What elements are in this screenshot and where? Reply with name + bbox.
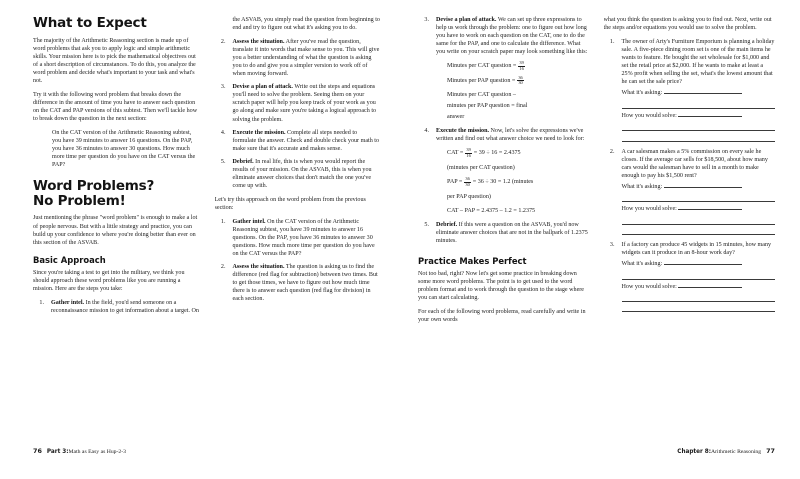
footer-page-number: 77 (766, 447, 775, 455)
left-page-columns (33, 16, 382, 437)
column-4 (604, 16, 776, 437)
equation-prefix: PAP = (447, 179, 464, 186)
equation-pap-note: per PAP question) (447, 193, 491, 200)
equation-minutes-per-cat (447, 61, 590, 71)
list-mission-steps (33, 299, 201, 315)
step-text: The question is asking us to find the difference (red flag for subtraction) between two times. But to get those times, we have to figure out how much time there is to answer each question (red flag for division) in each section. (232, 264, 378, 303)
column-1 (33, 16, 201, 437)
right-page-footer (677, 447, 775, 455)
footer-part-title: Math as Easy as Hup-2-3 (68, 449, 126, 455)
answer-blank-inline[interactable] (664, 183, 742, 188)
paragraph-continuation-asvab: the ASVAB, you simply read the question from beginning to end and try to figure out what it's asking you to do. (232, 17, 380, 32)
paragraph-try-it-word-problem: Try it with the following word problem that breaks down the difference in the amount of time you have to answer each question on the CAT and PAP versions of this subtest. Then we'll tackle how to break down the question in the next section: (33, 91, 198, 123)
heading-line-2: No Problem! (33, 192, 126, 209)
prompt-label: How you would solve: (621, 112, 677, 119)
question-text: A car salesman makes a 5% commission on every sale he closes. If the average car sells for $18,500, about how many cars would the salesman have to sell in a month to make enough to pay his $1,500 rent? (621, 148, 768, 179)
step-lead: Devise a plan of attack. (232, 84, 293, 91)
answer-blank-row[interactable] (622, 303, 776, 312)
paragraph-continuation-what-you-think: what you think the question is asking you to find out. Next, write out the steps and/or equations you would use to solve the problem. (603, 17, 772, 32)
list-item (226, 129, 383, 153)
prompt-how-you-would-solve (622, 283, 776, 291)
step-text: We can set up three expressions to help us work through the problem: one to figure out how long you have to work on each question on the CAT, one to do the same for the PAP, and one to calculate the difference. What you write on your scratch paper may look something like this: (436, 17, 588, 56)
step-text: Now, let's solve the expressions we've written and find out what answer choice we need to look for: (436, 128, 585, 143)
equation-label: Minutes per PAP question = (447, 77, 517, 84)
question-text: The owner of Arty's Furniture Emporium is planning a holiday sale. A five-piece dining room set is one of the main items he wants to feature. He bought the set wholesale for $1,000 and set the retail price at $2,000. If he wants to make at least a 25% profit when selling the set, what's the lowest amount that he can set the sale price? (621, 39, 775, 86)
prompt-what-its-asking (622, 183, 776, 191)
heading-line-1: Word Problems? (33, 178, 155, 195)
left-page-footer (33, 447, 126, 455)
answer-block (622, 260, 776, 312)
answer-blank-row[interactable] (622, 215, 776, 224)
answer-blank-inline[interactable] (664, 89, 742, 94)
equation-final-difference: CAT – PAP = 2.4375 – 1.2 = 1.2375 (447, 208, 536, 215)
step-text: After you've read the question, translate it into words that make sense to you. This will give you a better understanding of what the question is asking you to do and give you a simpler version to work off of when moving forward. (232, 39, 380, 78)
prompt-label: How you would solve: (621, 206, 677, 213)
extract-sample-question: On the CAT version of the Arithmetic Reasoning subtest, you have 39 minutes to answer 16 questions. On the PAP, you have 36 minutes to answer 30 questions. How much more time per question do you have on the CAT versus the PAP? (52, 130, 196, 169)
footer-part-label: Part 3: (46, 449, 69, 455)
equation-suffix: = 39 ÷ 16 = 2.4375 (472, 150, 521, 157)
list-item (429, 16, 590, 122)
prompt-label: What it's asking: (621, 261, 663, 268)
answer-blank-inline[interactable] (678, 205, 742, 210)
fraction-numerator: 36 (518, 74, 523, 80)
equation-suffix: = 36 ÷ 30 = 1.2 (minutes (471, 179, 534, 186)
list-item (615, 148, 776, 235)
step-lead: Execute the mission. (232, 129, 286, 136)
list-item (429, 127, 590, 216)
answer-blank-inline[interactable] (678, 112, 742, 117)
footer-page-number: 76 (33, 447, 42, 455)
answer-block (622, 183, 776, 235)
answer-blank-row[interactable] (622, 270, 776, 279)
list-mission-steps-continued (215, 38, 383, 190)
paragraph-not-too-bad: Not too bad, right? Now let's get some practice in breaking down some more word problems. The point is to get used to the word problem format and to work through the question to the stage where you can start calculating. (418, 271, 585, 302)
list-item (226, 83, 383, 123)
list-item (226, 218, 383, 258)
answer-blank-row[interactable] (622, 293, 776, 302)
column-2 (215, 16, 383, 437)
step-lead: Devise a plan of attack. (436, 17, 497, 23)
equation-prefix: CAT = (447, 150, 465, 157)
fraction-36-30 (464, 177, 470, 187)
equation-difference-line-2: minutes per PAP question = final (447, 103, 528, 110)
paragraph-just-mentioning: Just mentioning the phrase "word problem" is enough to make a lot of people nervous. But with a little strategy and practice, you can build up your confidence to where you're doing better than ever on this section of the ASVAB. (33, 215, 198, 246)
equation-difference-line-1: Minutes per CAT question – (447, 92, 516, 99)
list-item (615, 241, 776, 312)
step-text: On the CAT version of the Arithmetic Reasoning subtest, you have 39 minutes to answer 16 questions. On the PAP, you have 36 minutes to answer 30 questions. How much more time per question do you have on the CAT versus the PAP? (232, 218, 375, 258)
list-item (226, 263, 383, 303)
equation-cat-result (447, 148, 590, 158)
prompt-what-its-asking (622, 89, 776, 97)
paragraph-since-youre-taking: Since you're taking a test to get into the military, we think you should approach these word problems like you are running a mission. Here are the steps you take: (33, 270, 185, 293)
step-text: If this were a question on the ASVAB, you'd now eliminate answer choices that are not in the ballpark of 1.2375 minutes. (436, 222, 588, 245)
fraction-denominator: 16 (466, 152, 471, 158)
section-heading-what-to-expect: What to Expect (33, 16, 147, 31)
step-lead: Gather intel. (51, 300, 85, 307)
equation-group-solution (447, 148, 590, 216)
paragraph-for-each-following: For each of the following word problems, read carefully and write in your own words (418, 309, 586, 324)
paragraph-lets-try-approach: Let's try this approach on the word problem from the previous section: (214, 196, 366, 211)
prompt-what-its-asking (622, 260, 776, 268)
step-lead: Assess the situation. (232, 39, 285, 46)
equation-pap-result (447, 177, 590, 187)
right-page (400, 0, 800, 479)
section-heading-word-problems (33, 179, 201, 208)
step-lead: Execute the mission. (436, 128, 489, 135)
fraction-numerator: 39 (466, 147, 471, 153)
column-3 (418, 16, 590, 437)
list-practice-questions (604, 38, 776, 312)
equation-group-plan (447, 61, 590, 122)
fraction-39-16 (518, 61, 524, 71)
equation-minutes-per-pap (447, 76, 590, 86)
list-item (615, 38, 776, 142)
list-worked-example-steps-continued (418, 16, 590, 246)
footer-chapter-title: Arithmetic Reasoning (711, 449, 762, 455)
question-text: If a factory can produce 45 widgets in 15 minutes, how many widgets can it produce in an 8-hour work day? (621, 242, 772, 257)
equation-cat-note: (minutes per CAT question) (447, 164, 515, 171)
prompt-how-you-would-solve (622, 205, 776, 213)
fraction-36-30 (517, 76, 523, 86)
answer-blank-inline[interactable] (664, 260, 742, 265)
list-item (429, 221, 590, 245)
answer-blank-row[interactable] (622, 122, 776, 131)
answer-blank-row[interactable] (622, 226, 776, 235)
subheading-practice-makes-perfect: Practice Makes Perfect (418, 255, 527, 266)
fraction-numerator: 36 (465, 176, 470, 182)
fraction-numerator: 39 (519, 60, 524, 66)
answer-blank-row[interactable] (622, 99, 776, 108)
prompt-how-you-would-solve (622, 112, 776, 120)
step-lead: Assess the situation. (232, 264, 285, 271)
equation-difference-line-3: answer (447, 114, 465, 121)
answer-blank-row[interactable] (622, 132, 776, 141)
step-lead: Debrief. (436, 222, 458, 229)
fraction-39-16 (465, 148, 471, 158)
step-text: Complete all steps needed to formulate the answer. Check and double check your math to make sure that it's accurate and makes sense. (232, 129, 380, 152)
footer-chapter-label: Chapter 8: (677, 449, 712, 455)
prompt-label: How you would solve: (621, 283, 677, 290)
step-lead: Gather intel. (232, 218, 266, 225)
fraction-denominator: 30 (518, 80, 523, 86)
step-text: In the field, you'd send someone on a reconnaissance mission to get information about a target. On (51, 300, 199, 315)
fraction-denominator: 16 (519, 65, 524, 71)
equation-label: Minutes per CAT question = (447, 63, 518, 70)
list-worked-example-steps (215, 218, 383, 303)
subheading-basic-approach: Basic Approach (33, 254, 106, 265)
list-item (226, 158, 383, 190)
fraction-denominator: 30 (465, 181, 470, 187)
answer-block (622, 89, 776, 141)
prompt-label: What it's asking: (621, 183, 663, 190)
prompt-label: What it's asking: (621, 90, 663, 97)
step-text: In real life, this is when you would report the results of your mission. On the ASVAB, this is when you eliminate answer choices that don't match the one you've come up with. (232, 158, 372, 189)
answer-blank-row[interactable] (622, 193, 776, 202)
step-text: Write out the steps and equations you'll need to solve the problem. Seeing them on your scratch paper will help you keep track of your work as you go along and make sure you're taking a logical approach to solving the problem. (232, 84, 377, 123)
step-lead: Debrief. (232, 158, 254, 165)
right-page-columns (418, 16, 775, 437)
list-item (226, 38, 383, 78)
list-item (44, 299, 201, 315)
paragraph-majority-arithmetic: The majority of the Arithmetic Reasoning section is made up of word problems that ask you to apply logic and simple arithmetic skills. Your mission here is to pick the mathematical objectives out of a short description of circumstances. To do this, you analyze the word problem and decide what's important to your task and what's not. (33, 37, 196, 84)
answer-blank-inline[interactable] (678, 283, 742, 288)
